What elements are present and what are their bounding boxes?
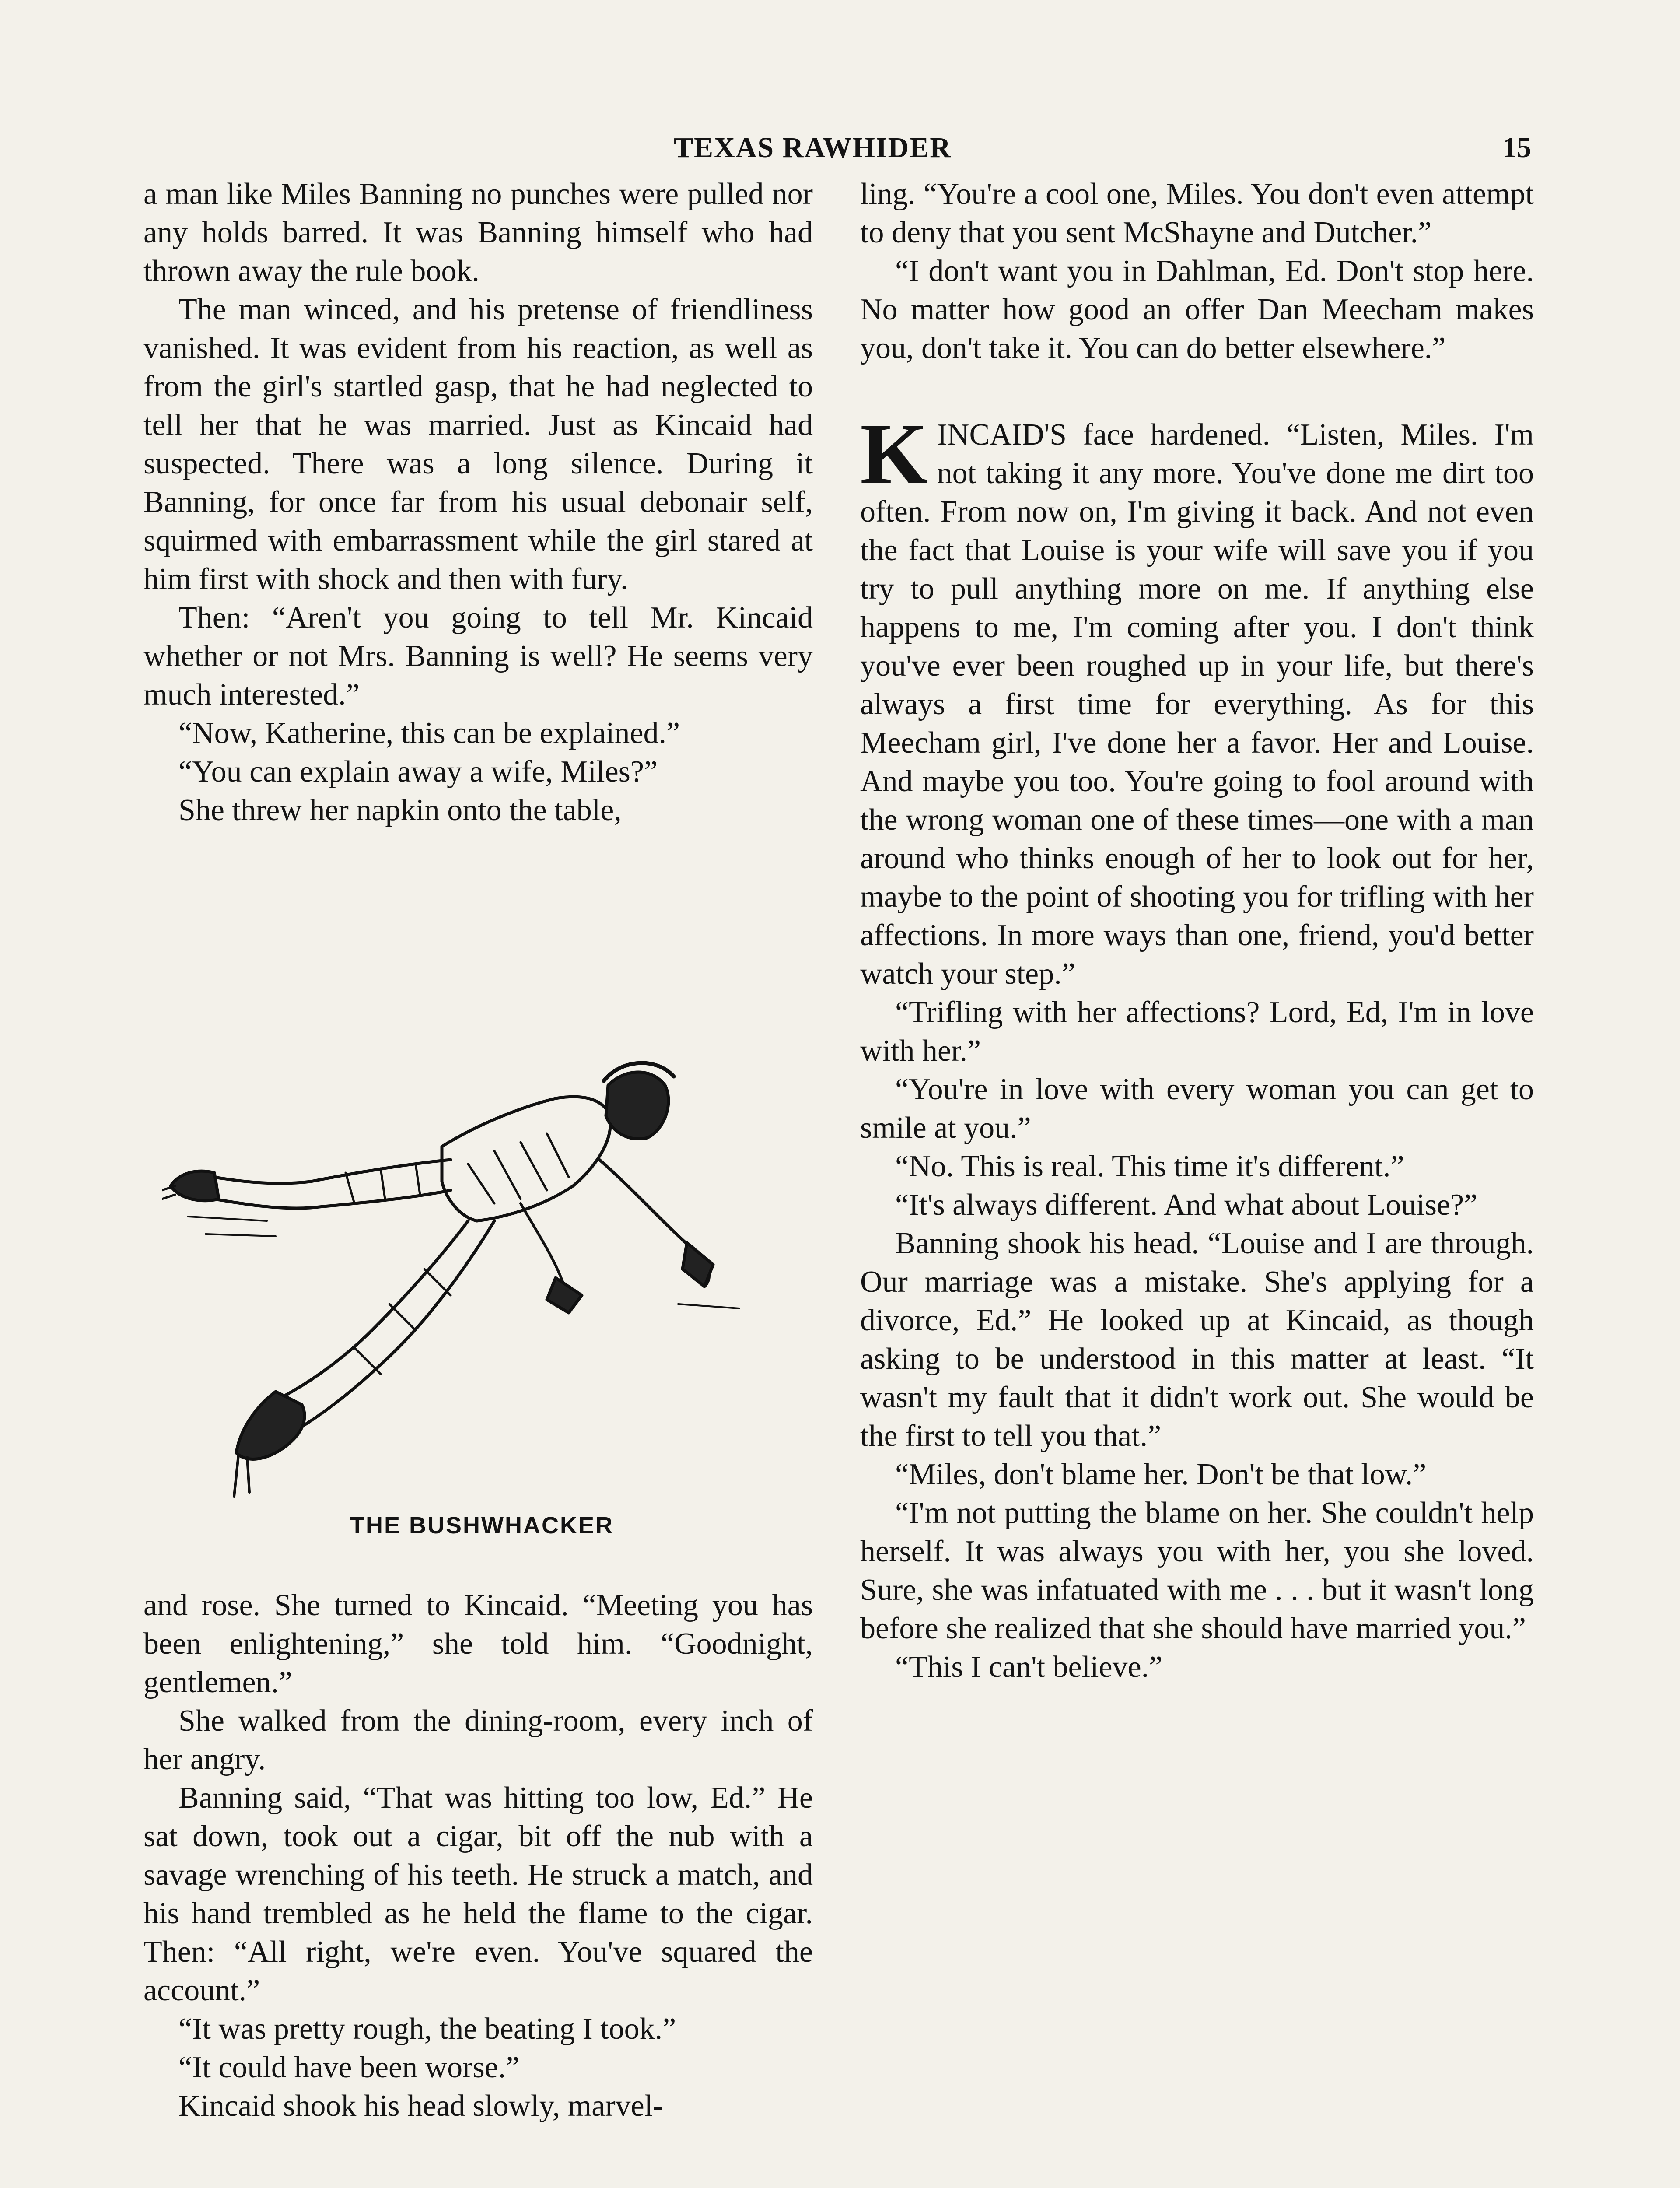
paragraph: The man winced, and his pretense of friendliness vanished. It was evident from his reaction, as well as from the girl's startled gasp, that he had neglected to tell her that he was married. Just as Kincaid had suspected. There was a long silence. During it Banning, for once far from his usual debonair self, squirmed with embarrassment while the girl stared at him first with shock and then with fury. [144, 293, 813, 596]
paragraph: “You're in love with every woman you can get to smile at you.” [860, 1073, 1534, 1145]
dropcap-paragraph [860, 406, 1534, 993]
paragraph: Then: “Aren't you going to tell Mr. Kincaid whether or not Mrs. Banning is well? He seems very much interested.” [144, 601, 813, 712]
paragraph-text: INCAID'S face hardened. “Listen, Miles. I'm not taking it any more. You've done me dirt too often. From now on, I'm giving it back. And not even the fact that Louise is your wife will save you if you try to pull anything more on me. If anything else happens to me, I'm coming after you. I don't think you've ever been roughed up in your life, but there's always a first time for everything. As for this Meecham girl, I've done her a favor. Her and Louise. And maybe you too. You're going to fool around with the wrong woman one of these times—one with a man around who thinks enough of her to look out for her, maybe to the point of shooting you for trifling with her affections. In more ways than one, friend, you'd better watch your step.” [860, 418, 1534, 991]
paragraph: a man like Miles Banning no punches were pulled nor any holds barred. It was Banning himself who had thrown away the rule book. [144, 177, 813, 288]
paragraph: “No. This is real. This time it's different.” [895, 1150, 1404, 1183]
paragraph: “It was pretty rough, the beating I took.” [178, 2012, 676, 2046]
section-break [860, 368, 1534, 416]
right-column [860, 175, 1534, 1687]
paragraph: and rose. She turned to Kincaid. “Meeting you has been enlightening,” she told him. “Goodnight, gentlemen.” [144, 1588, 813, 1699]
paragraph: She threw her napkin onto the table, [178, 793, 622, 827]
page-number: 15 [1502, 132, 1531, 164]
left-column [144, 175, 813, 830]
paragraph: “Miles, don't blame her. Don't be that low.” [895, 1458, 1427, 1491]
paragraph: ling. “You're a cool one, Miles. You don't even attempt to deny that you sent McShayne and Dutcher.” [860, 177, 1534, 249]
paragraph: “I'm not putting the blame on her. She couldn't help herself. It was always you with her, you she loved. Sure, she was infatuated with me . . . but it wasn't long before she realized that she should have married you.” [860, 1496, 1534, 1645]
paragraph: “You can explain away a wife, Miles?” [178, 755, 658, 789]
left-column-lower [144, 1586, 813, 2125]
illustration-caption: THE BUSHWHACKER [350, 1512, 614, 1539]
paragraph: “I don't want you in Dahlman, Ed. Don't stop here. No matter how good an offer Dan Meecham makes you, don't take it. You can do better elsewhere.” [860, 254, 1534, 365]
paragraph: “It's always different. And what about Louise?” [895, 1188, 1478, 1222]
drop-cap-letter: K [860, 406, 928, 502]
fallen-man-illustration [162, 1059, 792, 1505]
paragraph: Kincaid shook his head slowly, marvel- [178, 2089, 663, 2123]
paragraph: Banning said, “That was hitting too low, Ed.” He sat down, took out a cigar, bit off the nub with a savage wrenching of his teeth. He struck a match, and his hand trembled as he held the flame to the cigar. Then: “All right, we're even. You've squared the account.” [144, 1781, 813, 2007]
paragraph: “This I can't believe.” [895, 1650, 1163, 1684]
paragraph: Banning shook his head. “Louise and I are through. Our marriage was a mistake. She's applying for a divorce, Ed.” He looked up at Kincaid, as though asking to be understood in this matter at least. “It wasn't my fault that it didn't work out. She would be the first to tell you that.” [860, 1227, 1534, 1453]
paragraph: “Now, Katherine, this can be explained.” [178, 716, 680, 750]
running-title: TEXAS RAWHIDER [674, 132, 952, 164]
paragraph: She walked from the dining-room, every inch of her angry. [144, 1704, 813, 1776]
paragraph: “It could have been worse.” [178, 2051, 520, 2084]
paragraph: “Trifling with her affections? Lord, Ed, I'm in love with her.” [860, 996, 1534, 1068]
